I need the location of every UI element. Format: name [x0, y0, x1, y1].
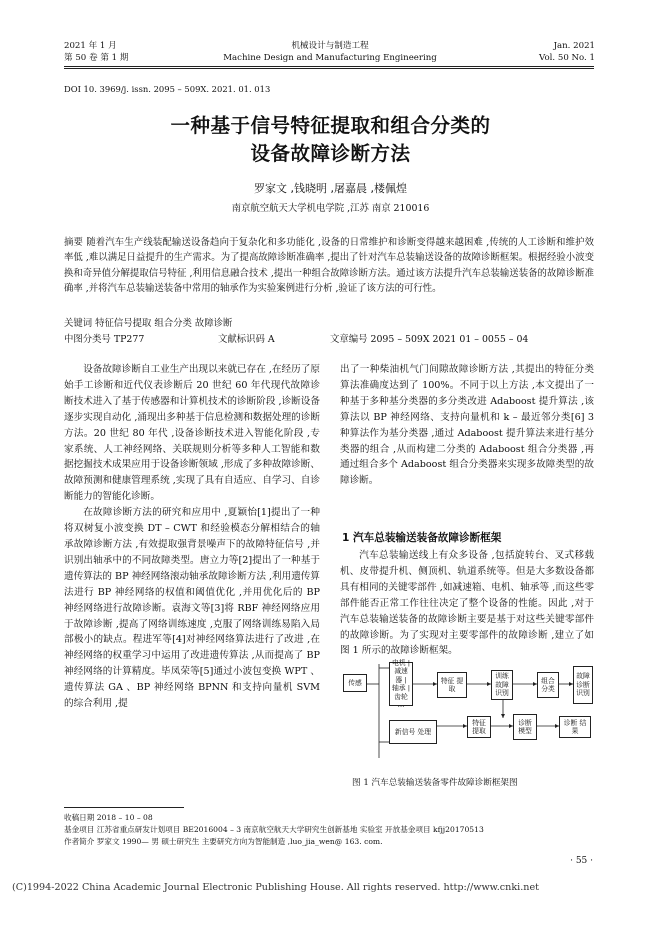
abstract — [64, 235, 594, 296]
journal-date-en: Jan. 2021 — [553, 41, 595, 51]
intro-paragraph-1: 设备故障诊断自工业生产出现以来就已存在 ,在经历了原始手工诊断和近代仪表诊断后 20 世纪 60 年代现代故障诊断技术进入了基于传感器和计算机技术的诊断阶段 ,诊断设备逐步实现自动化 ,涌现出多种基于信息检测和数据处理的诊断方法。20 世纪 80 年代 ,设备诊断技术进入智能化阶段 ,专家系统、人工神经网络、关联规则分析等多种人工智能和数据挖掘技术成果应用于设备诊断领域 ,形成了多种故障诊断、故障预测和健康管理系统 ,实现了具有自适应、自学习、自诊断能力的智能化诊断。 — [64, 364, 320, 503]
copyright-line: (C)1994-2022 China Academic Journal Electronic Publishing House. All rights reserved. http://www.cnki.net — [12, 882, 539, 893]
article-number: 文章编号 2095 – 509X 2021 01 – 0055 – 04 — [330, 334, 529, 345]
left-column — [64, 362, 320, 712]
journal-name-cn: 机械设计与制造工程 — [291, 41, 369, 51]
affiliation: 南京航空航天大学机电学院 ,江苏 南京 210016 — [231, 203, 430, 214]
footnote-author: 作者简介 罗家文 1990— 男 硕士研究生 主要研究方向为智能制造 ,luo_jia_wen@ 163. com. — [64, 837, 383, 847]
section-1-paragraph: 汽车总装输送线上有众多设备 ,包括旋转台、叉式移载机、皮带提升机、侧顶机、轨道系统等。但是大多数设备都具有相同的关键零部件 ,如减速箱、电机、轴承等 ,而这些零部件能否正常工作往往决定了整个设备的性能。因此 ,对于汽车总装输送装备的故障诊断主要是基于对这些关键零部件的故障诊断。为了实现对主要零部件的故障诊断 ,建立了如图 1 所示的故障诊断框架。 — [340, 550, 594, 657]
title-line-1: 一种基于信号特征提取和组合分类的 — [170, 114, 491, 137]
box-feature-extraction: 特征 提取 — [437, 672, 467, 698]
authors: 罗家文 ,钱晓明 ,屠嘉晨 ,楼佩煌 — [254, 182, 407, 195]
header-right — [539, 40, 595, 64]
footnote-rule — [64, 807, 184, 808]
journal-volume-en: Vol. 50 No. 1 — [539, 53, 595, 63]
section-1-body — [340, 548, 594, 659]
figure-1-caption: 图 1 汽车总装输送装备零件故障诊断框架图 — [352, 778, 518, 788]
box-diagnosis-model: 诊断 模型 — [513, 714, 537, 740]
header-rule-2 — [64, 68, 594, 69]
footnote-received: 收稿日期 2018 – 10 – 08 — [64, 813, 153, 822]
keywords: 关键词 特征信号提取 组合分类 故障诊断 — [64, 318, 233, 329]
clc-number: 中图分类号 TP277 — [64, 334, 145, 345]
document-code: 文献标识码 A — [218, 334, 275, 345]
page-number: · 55 · — [570, 856, 593, 866]
header-left — [64, 40, 128, 64]
intro-paragraph-2: 在故障诊断方法的研究和应用中 ,夏颖怡[1]提出了一种将双树复小波变换 DT – CWT 和经验模态分解相结合的轴承故障诊断方法 ,有效提取强背景噪声下的故障特征信号 ,并识别出轴承中的不同故障类型。唐立力等[2]提出了一种基于遗传算法的 BP 神经网络滚动轴承故障诊断方法 ,利用遗传算法进行 BP 神经网络的权值和阈值优化 ,并用优化后的 BP 神经网络进行故障诊断。袁海文等[3]将 RBF 神经网络应用于故障诊断 ,提高了网络训练速度 ,克服了网络训练易陷入局部极小的缺点。程进军等[4]对神经网络算法进行了改进 ,在神经网络的权重学习中运用了改进遗传算法 ,从而提高了 BP 神经网络的计算精度。毕凤荣等[5]通过小波包变换 WPT 、遗传算法 GA 、BP 神经网络 BPNN 和支持向量机 SVM 的综合利用 ,提 — [64, 507, 320, 710]
box-training: 训练 故障 识别 — [491, 670, 513, 700]
right-column-top — [340, 362, 594, 489]
box-fault-diagnosis: 故障诊断 识别 — [573, 666, 593, 704]
box-component-stack: 电机 | 减速器 | 轴承 | 齿轮 … — [389, 662, 413, 706]
footnotes — [64, 812, 484, 849]
box-diagnosis-result: 诊断 结果 — [559, 716, 591, 738]
box-combined-classifier: 组合分类 — [537, 672, 559, 698]
journal-name-en: Machine Design and Manufacturing Engineering — [223, 53, 437, 63]
footnote-fund: 基金项目 江苏省重点研发计划项目 BE2016004 – 3 南京航空航天大学研究生创新基地 实验室 开放基金项目 kfjj20170513 — [64, 825, 484, 835]
box-new-signal: 新信号 处理 — [389, 720, 437, 744]
header-center — [180, 40, 480, 64]
section-1-heading: 1 汽车总装输送装备故障诊断框架 — [342, 532, 502, 544]
doi: DOI 10. 3969/j. issn. 2095 – 509X. 2021. 01. 013 — [64, 84, 271, 94]
paper-title — [0, 112, 661, 168]
figure-1-diagram — [341, 660, 595, 766]
box-new-feature: 特征 提取 — [467, 716, 491, 738]
journal-date: 2021 年 1 月 — [64, 41, 117, 51]
journal-volume: 第 50 卷 第 1 期 — [64, 53, 129, 63]
header-rule — [64, 66, 594, 67]
abstract-text: 摘要 随着汽车生产线装配输送设备趋向于复杂化和多功能化 ,设备的日常维护和诊断变得越来越困难 ,传统的人工诊断和维护效率低 ,难以满足日益提升的生产需求。为了提高故障诊断准确率 ,提出了针对汽车总装输送设备的故障诊断框架。根据经验小波变换和奇异值分解提取信号特征 ,利用信息融合技术 ,提出一种组合故障诊断方法。通过该方法提升汽车总装输送装备的故障诊断准确率 ,并将汽车总装输送装备中常用的轴承作为实验案例进行分析 ,验证了该方法的可行性。 — [64, 237, 594, 294]
box-sensor: 传感 — [343, 674, 367, 692]
title-line-2: 设备故障诊断方法 — [250, 142, 411, 165]
intro-paragraph-3: 出了一种柴油机气门间隙故障诊断方法 ,其提出的特征分类算法准确度达到了 100%。不同于以上方法 ,本文提出了一种基于多种基分类器的多分类改进 Adaboost 提升算法 ,该算法以 BP 神经网络、支持向量机和 k – 最近邻分类[6] 3 种算法作为基分类器 ,通过 Adaboost 提升算法来进行基分类器的组合 ,从而构建二分类的 Adaboost 组合分类器 ,再通过组合多个 Adaboost 组合分类器来实现多故障类型的故障诊断。 — [340, 364, 594, 487]
